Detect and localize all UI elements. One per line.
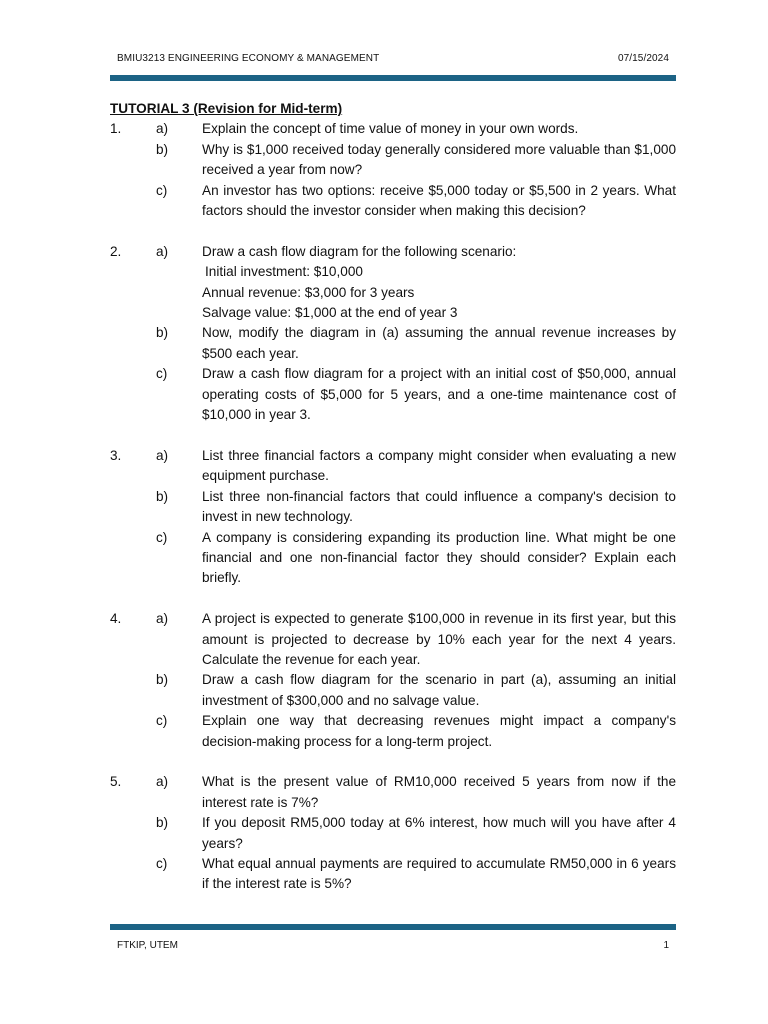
part-text [202,446,676,487]
part-label: b) [156,815,169,831]
question-part [110,528,676,589]
question-part [110,446,676,487]
question-number: 5. [110,774,122,790]
part-text [202,772,676,813]
question-part [110,119,676,139]
question-number: 1. [110,121,122,137]
question-4 [110,609,676,752]
part-text [202,487,676,528]
question-part [110,711,676,752]
question-part [110,854,676,895]
question-part [110,140,676,181]
part-label: c) [156,529,168,545]
part-label: a) [156,447,169,463]
part-text [202,670,676,711]
part-label: a) [156,121,169,137]
question-part [110,609,676,670]
page-header [117,53,669,64]
question-3 [110,446,676,589]
part-label: c) [156,855,168,871]
question-part [110,364,676,425]
question-list [110,119,676,894]
part-text [202,140,676,181]
text-line: Why is $1,000 received today generally considered more valuable than $1,000 received a year from now? [202,141,676,178]
question-part [110,813,676,854]
part-text [202,323,676,364]
text-line: Now, modify the diagram in (a) assuming the annual revenue increases by $500 each year. [202,325,676,361]
part-text [202,181,676,222]
text-line: Salvage value: $1,000 at the end of year 3 [202,305,458,321]
footer-rule [110,924,676,930]
part-label: b) [156,325,169,341]
question-part [110,242,676,324]
part-label: c) [156,366,168,382]
document-body [110,99,676,915]
part-label: a) [156,611,169,627]
part-text [202,711,676,752]
question-number: 4. [110,611,122,627]
text-line: Annual revenue: $3,000 for 3 years [202,284,415,300]
part-label: b) [156,141,169,157]
question-number: 3. [110,447,122,463]
tutorial-title: TUTORIAL 3 (Revision for Mid-term) [110,101,343,116]
page-footer [117,940,669,951]
text-line: Draw a cash flow diagram for a project with an initial cost of $50,000, annual operating costs of $5,000 for 5 years, and a one-time maintenance cost of $10,000 in year 3. [202,366,676,423]
question-part [110,487,676,528]
question-part [110,772,676,813]
question-number: 2. [110,243,122,259]
part-text [202,609,676,670]
question-part [110,670,676,711]
text-line: List three non-financial factors that could influence a company's decision to invest in new technology. [202,488,676,525]
text-line: A company is considering expanding its production line. What might be one financial and one non-financial factor they should consider? Explain each briefly. [202,529,676,586]
text-line: Draw a cash flow diagram for the scenario in part (a), assuming an initial investment of $300,000 and no salvage value. [202,672,676,708]
part-text [202,119,676,139]
text-line: A project is expected to generate $100,000 in revenue in its first year, but this amount is projected to decrease by 10% each year for the next 4 years. Calculate the revenue for each year. [202,611,676,667]
text-line: List three financial factors a company might consider when evaluating a new equipment purchase. [202,447,676,484]
question-part [110,181,676,222]
part-label: c) [156,182,168,198]
part-text [202,242,676,324]
text-line: Initial investment: $10,000 [205,264,363,280]
part-text [202,528,676,589]
text-line: An investor has two options: receive $5,000 today or $5,500 in 2 years. What factors should the investor consider when making this decision? [202,182,676,219]
text-line: What equal annual payments are required to accumulate RM50,000 in 6 years if the interest rate is 5%? [202,855,676,892]
part-label: b) [156,672,169,688]
part-text [202,364,676,425]
footer-institution: FTKIP, UTEM [117,940,178,951]
question-1 [110,119,676,221]
header-rule [110,75,676,81]
text-line: What is the present value of RM10,000 received 5 years from now if the interest rate is 7%? [202,774,676,810]
text-line: If you deposit RM5,000 today at 6% interest, how much will you have after 4 years? [202,815,676,851]
text-line: Explain one way that decreasing revenues might impact a company's decision-making process for a long-term project. [202,713,676,749]
part-label: a) [156,774,169,790]
text-line: Draw a cash flow diagram for the following scenario: [202,243,517,259]
course-title: BMIU3213 ENGINEERING ECONOMY & MANAGEMENT [117,53,380,64]
question-part [110,323,676,364]
part-text [202,813,676,854]
text-line: Explain the concept of time value of money in your own words. [202,121,579,137]
question-5 [110,772,676,894]
question-2 [110,242,676,426]
page-number: 1 [663,940,669,951]
part-label: b) [156,488,169,504]
part-label: c) [156,713,168,729]
header-date: 07/15/2024 [617,53,669,64]
part-label: a) [156,243,169,259]
part-text [202,854,676,895]
